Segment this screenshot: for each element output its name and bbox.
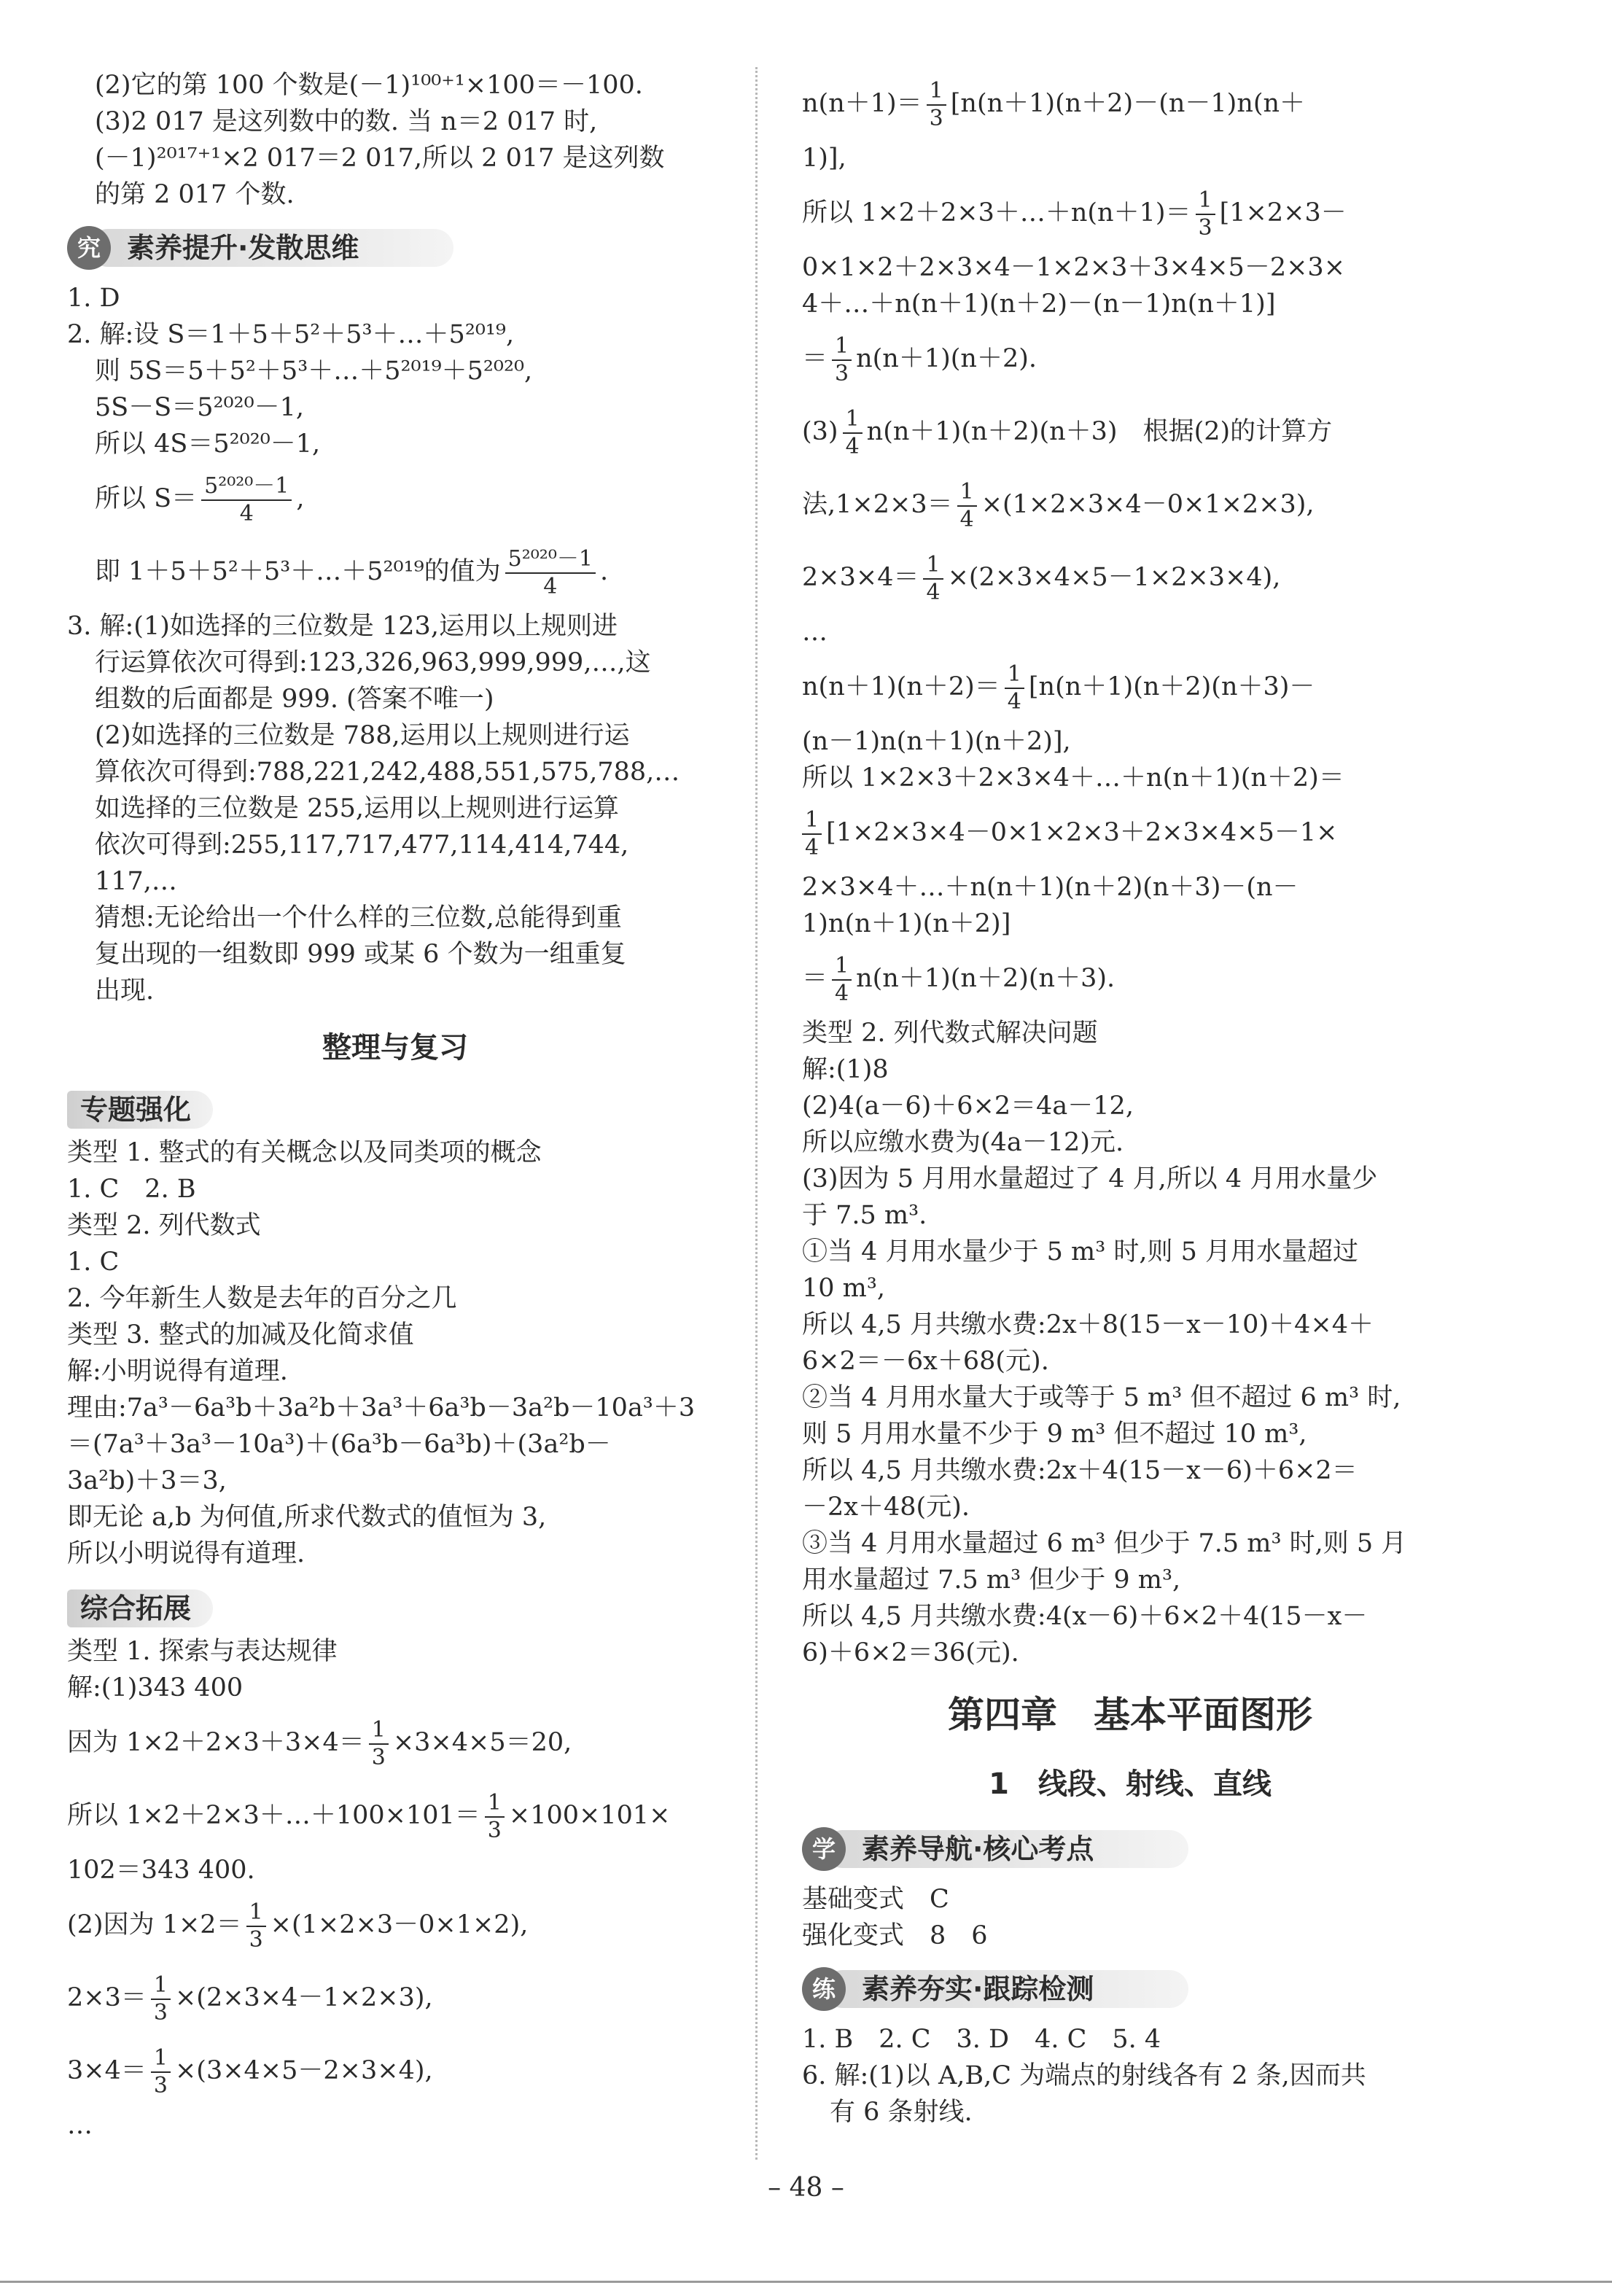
text-span: 法,1×2×3＝ (802, 490, 953, 519)
text-line: 的第 2 017 个数. (95, 180, 295, 209)
ellipsis: … (67, 2111, 93, 2140)
text-line: (3)因为 5 月用水量超过了 4 月,所以 4 月用水量少 (802, 1164, 1378, 1194)
fraction (246, 1899, 266, 1953)
fraction-numerator: 1 (832, 953, 852, 981)
fraction-line (802, 650, 1458, 723)
text-line: 1)], (802, 144, 846, 173)
text-span: [n(n＋1)(n＋2)－(n－1)n(n＋ (950, 89, 1306, 118)
fraction-numerator: 1 (369, 1717, 389, 1745)
fraction-line (67, 1706, 723, 1779)
text-line: 类型 2. 列代数式解决问题 (802, 1019, 1098, 1048)
text-span: 2×3＝ (67, 1983, 147, 2012)
page-number: – 48 – (768, 2173, 844, 2203)
text-span: ×(1×2×3－0×1×2), (270, 1910, 529, 1939)
fraction-line (802, 796, 1458, 869)
fraction-line (802, 67, 1458, 140)
fraction-denominator: 4 (959, 506, 974, 532)
text-line: 6)＋6×2＝36(元). (802, 1638, 1019, 1667)
fraction-denominator: 3 (371, 1744, 386, 1770)
section-title: 素养夯实·跟踪检测 (862, 1973, 1094, 2005)
text-span: [1×2×3－ (1219, 198, 1347, 227)
text-line: 类型 2. 列代数式 (67, 1211, 261, 1240)
text-span: 因为 1×2＋2×3＋3×4＝ (67, 1728, 365, 1757)
text-line: 所以 1×2×3＋2×3×4＋…＋n(n＋1)(n＋2)＝ (802, 763, 1344, 793)
text-line: (2)它的第 100 个数是(－1)¹⁰⁰⁺¹×100＝－100. (95, 71, 643, 100)
fraction (1005, 661, 1024, 715)
text-line: 4＋…＋n(n＋1)(n＋2)－(n－1)n(n＋1)] (802, 289, 1276, 319)
text-span: n(n＋1)＝ (802, 89, 922, 118)
fraction-line (67, 1779, 723, 1852)
fraction (485, 1790, 505, 1844)
text-span: 2×3×4＝ (802, 563, 919, 592)
fraction-denominator: 4 (805, 834, 819, 860)
fraction (923, 552, 943, 606)
fraction-numerator: 1 (927, 78, 946, 106)
text-line: 理由:7a³－6a³b＋3a²b＋3a³＋6a³b－3a²b－10a³＋3 (67, 1393, 696, 1423)
text-line: 2. 解:设 S＝1＋5＋5²＋5³＋…＋5²⁰¹⁹, (67, 320, 515, 349)
text-span: 即 1＋5＋5²＋5³＋…＋5²⁰¹⁹的值为 (95, 557, 501, 586)
text-span: [n(n＋1)(n＋2)(n＋3)－ (1028, 672, 1315, 701)
text-line: 2×3×4＋…＋n(n＋1)(n＋2)(n＋3)－(n－ (802, 873, 1298, 902)
text-line: 组数的后面都是 999. (答案不唯一) (95, 685, 494, 714)
text-line: ②当 4 月用水量大于或等于 5 m³ 但不超过 6 m³ 时, (802, 1383, 1401, 1412)
fraction-denominator: 4 (845, 433, 860, 459)
text-span: ×100×101× (508, 1801, 671, 1830)
fraction-line (802, 468, 1458, 541)
fraction (957, 479, 977, 533)
section-badge-icon: 究 (67, 226, 111, 270)
text-line: 解:(1)8 (802, 1055, 889, 1084)
fraction-denominator: 4 (1007, 688, 1021, 715)
text-line: 即无论 a,b 为何值,所求代数式的值恒为 3, (67, 1503, 547, 1532)
fraction-denominator: 3 (153, 1999, 168, 2025)
fraction (505, 546, 596, 600)
section-badge-icon: 练 (802, 1967, 846, 2011)
fraction-line (802, 942, 1458, 1015)
fraction (927, 78, 946, 132)
text-line: 2. 今年新生人数是去年的百分之几 (67, 1284, 457, 1313)
text-line: 类型 1. 整式的有关概念以及同类项的概念 (67, 1138, 542, 1167)
fraction-denominator: 4 (835, 980, 849, 1006)
ellipsis: … (802, 618, 828, 647)
fraction-numerator: 1 (151, 1972, 171, 2000)
text-span: 3×4＝ (67, 2056, 147, 2085)
text-line: ①当 4 月用水量少于 5 m³ 时,则 5 月用水量超过 (802, 1237, 1359, 1266)
text-line: 1)n(n＋1)(n＋2)] (802, 909, 1011, 938)
text-line: ＝(7a³＋3a³－10a³)＋(6a³b－6a³b)＋(3a²b－ (67, 1430, 611, 1459)
text-line: 算依次可得到:788,221,242,488,551,575,788,… (95, 758, 680, 787)
text-line: 6. 解:(1)以 A,B,C 为端点的射线各有 2 条,因而共 (802, 2061, 1366, 2090)
text-line: 0×1×2＋2×3×4－1×2×3＋3×4×5－2×3× (802, 253, 1346, 282)
text-line: 117,… (95, 867, 177, 896)
chapter-title: 第四章 基本平面图形 (948, 1694, 1312, 1736)
text-line: 102＝343 400. (67, 1856, 255, 1885)
fraction-denominator: 3 (249, 1926, 263, 1953)
tag-header-comprehensive (67, 1585, 723, 1630)
text-line: (2)如选择的三位数是 788,运用以上规则进行运 (95, 721, 630, 750)
text-line: 类型 1. 探索与表达规律 (67, 1637, 338, 1666)
text-line: 1. D (67, 284, 120, 313)
bottom-rule (0, 2281, 1612, 2283)
left-column (67, 67, 723, 2144)
fraction-numerator: 1 (802, 807, 822, 835)
fraction (802, 807, 822, 861)
fraction (151, 1972, 171, 2026)
fraction-numerator: 1 (957, 479, 977, 507)
fraction-denominator: 3 (487, 1817, 502, 1843)
text-line: 所以应缴水费为(4a－12)元. (802, 1128, 1124, 1157)
section-title: 素养导航·核心考点 (862, 1833, 1094, 1865)
fraction-numerator: 5²⁰²⁰－1 (201, 473, 292, 501)
fraction-numerator: 5²⁰²⁰－1 (505, 546, 596, 574)
text-line: 1. C 2. B (67, 1175, 196, 1204)
text-line: 用水量超过 7.5 m³ 但少于 9 m³, (802, 1565, 1181, 1595)
fraction-denominator: 3 (835, 360, 849, 386)
fraction-denominator: 4 (926, 579, 941, 605)
fraction-numerator: 1 (485, 1790, 505, 1818)
fraction-line (67, 462, 723, 535)
column-divider (755, 67, 758, 2160)
text-line: 猜想:无论给出一个什么样的三位数,总能得到重 (95, 903, 622, 933)
fraction-line (802, 541, 1458, 614)
text-span: 所以 S＝ (95, 484, 198, 513)
text-span: n(n＋1)(n＋2)(n＋3). (856, 964, 1115, 993)
fraction-denominator: 3 (1198, 214, 1212, 241)
fraction-denominator: 4 (239, 500, 254, 526)
text-line: 所以 4,5 月共缴水费:4(x－6)＋6×2＋4(15－x－ (802, 1602, 1368, 1631)
text-line: －2x＋48(元). (802, 1493, 970, 1522)
fraction-numerator: 1 (923, 552, 943, 580)
text-line: 1. C (67, 1248, 120, 1277)
text-span: ×(1×2×3×4－0×1×2×3), (981, 490, 1315, 519)
text-line: 所以 4S＝5²⁰²⁰－1, (95, 429, 321, 459)
text-line: 如选择的三位数是 255,运用以上规则进行运算 (95, 794, 620, 823)
text-span: n(n＋1)(n＋2). (856, 344, 1037, 373)
section-title: 素养提升·发散思维 (127, 232, 359, 264)
fraction (201, 473, 292, 527)
text-span: ×3×4×5＝20, (392, 1728, 572, 1757)
fraction-numerator: 1 (1196, 187, 1215, 215)
text-line: 复出现的一组数即 999 或某 6 个数为一组重复 (95, 940, 626, 969)
text-line: 解:(1)343 400 (67, 1673, 244, 1702)
fraction-denominator: 4 (543, 573, 558, 599)
fraction-numerator: 1 (832, 333, 852, 361)
text-line: 3a²b)＋3＝3, (67, 1466, 227, 1495)
text-line: 于 7.5 m³. (802, 1201, 927, 1230)
text-line: 类型 3. 整式的加减及化简求值 (67, 1320, 414, 1350)
fraction-numerator: 1 (843, 406, 863, 434)
fraction (832, 333, 852, 387)
section-header-learn (802, 1823, 1458, 1875)
text-line: 1. B 2. C 3. D 4. C 5. 4 (802, 2025, 1161, 2054)
fraction-numerator: 1 (151, 2045, 171, 2073)
text-line: (2)4(a－6)＋6×2＝4a－12, (802, 1091, 1134, 1121)
text-line: 解:小明说得有道理. (67, 1357, 288, 1386)
tag-title: 专题强化 (80, 1094, 192, 1126)
text-line: 5S－S＝5²⁰²⁰－1, (95, 393, 305, 422)
fraction (369, 1717, 389, 1771)
text-span: . (599, 557, 609, 586)
text-line: (3)2 017 是这列数中的数. 当 n＝2 017 时, (95, 107, 598, 136)
fraction-denominator: 3 (929, 105, 943, 131)
text-span: ＝ (802, 344, 828, 373)
fraction-line (67, 1888, 723, 1961)
text-line: 所以小明说得有道理. (67, 1539, 305, 1568)
lesson-title: 1 线段、射线、直线 (989, 1767, 1272, 1801)
fraction-line (802, 176, 1458, 249)
text-line: ③当 4 月用水量超过 6 m³ 但少于 7.5 m³ 时,则 5 月 (802, 1529, 1407, 1558)
section-badge-icon: 学 (802, 1827, 846, 1871)
text-line: 10 m³, (802, 1274, 886, 1303)
text-span: n(n＋1)(n＋2)＝ (802, 672, 1000, 701)
text-span: ×(2×3×4－1×2×3), (174, 1983, 433, 2012)
text-span: [1×2×3×4－0×1×2×3＋2×3×4×5－1× (826, 818, 1338, 847)
text-line: 则 5 月用水量不少于 9 m³ 但不超过 10 m³, (802, 1420, 1307, 1449)
text-line: 出现. (95, 976, 155, 1005)
fraction-denominator: 3 (153, 2072, 168, 2098)
fraction-line (67, 2034, 723, 2107)
fraction-line (802, 395, 1458, 468)
text-line: (n－1)n(n＋1)(n＋2)], (802, 727, 1071, 756)
text-span: , (296, 484, 305, 513)
fraction-numerator: 1 (1005, 661, 1024, 689)
fraction (832, 953, 852, 1007)
text-line: 所以 4,5 月共缴水费:2x＋4(15－x－6)＋6×2＝ (802, 1456, 1358, 1485)
text-span: (3) (802, 417, 838, 446)
review-heading: 整理与复习 (322, 1031, 468, 1065)
section-header-practice (802, 1963, 1458, 2015)
text-line: 有 6 条射线. (830, 2098, 973, 2127)
right-column (802, 67, 1458, 2130)
text-span: ×(3×4×5－2×3×4), (174, 2056, 433, 2085)
text-line: 则 5S＝5＋5²＋5³＋…＋5²⁰¹⁹＋5²⁰²⁰, (95, 357, 533, 386)
fraction-line (67, 535, 723, 608)
fraction-line (802, 322, 1458, 395)
fraction-numerator: 1 (246, 1899, 266, 1927)
section-header-explore (67, 222, 723, 274)
text-line: (－1)²⁰¹⁷⁺¹×2 017＝2 017,所以 2 017 是这列数 (95, 144, 665, 173)
text-line: 基础变式 C (802, 1885, 949, 1914)
text-span: n(n＋1)(n＋2)(n＋3) 根据(2)的计算方 (866, 417, 1333, 446)
tag-title: 综合拓展 (80, 1592, 192, 1624)
fraction (1196, 187, 1215, 241)
fraction (151, 2045, 171, 2099)
text-span: ＝ (802, 964, 828, 993)
text-span: ×(2×3×4×5－1×2×3×4), (947, 563, 1281, 592)
fraction (843, 406, 863, 460)
text-line: 强化变式 8 6 (802, 1921, 988, 1950)
text-line: 所以 4,5 月共缴水费:2x＋8(15－x－10)＋4×4＋ (802, 1310, 1374, 1339)
tag-header-special (67, 1086, 723, 1132)
text-line: 行运算依次可得到:123,326,963,999,999,…,这 (95, 648, 651, 677)
text-span: 所以 1×2＋2×3＋…＋n(n＋1)＝ (802, 198, 1191, 227)
text-line: 3. 解:(1)如选择的三位数是 123,运用以上规则进 (67, 612, 618, 641)
text-line: 6×2＝－6x＋68(元). (802, 1347, 1049, 1376)
text-span: 所以 1×2＋2×3＋…＋100×101＝ (67, 1801, 480, 1830)
fraction-line (67, 1961, 723, 2034)
text-span: (2)因为 1×2＝ (67, 1910, 242, 1939)
text-line: 依次可得到:255,117,717,477,114,414,744, (95, 830, 629, 860)
